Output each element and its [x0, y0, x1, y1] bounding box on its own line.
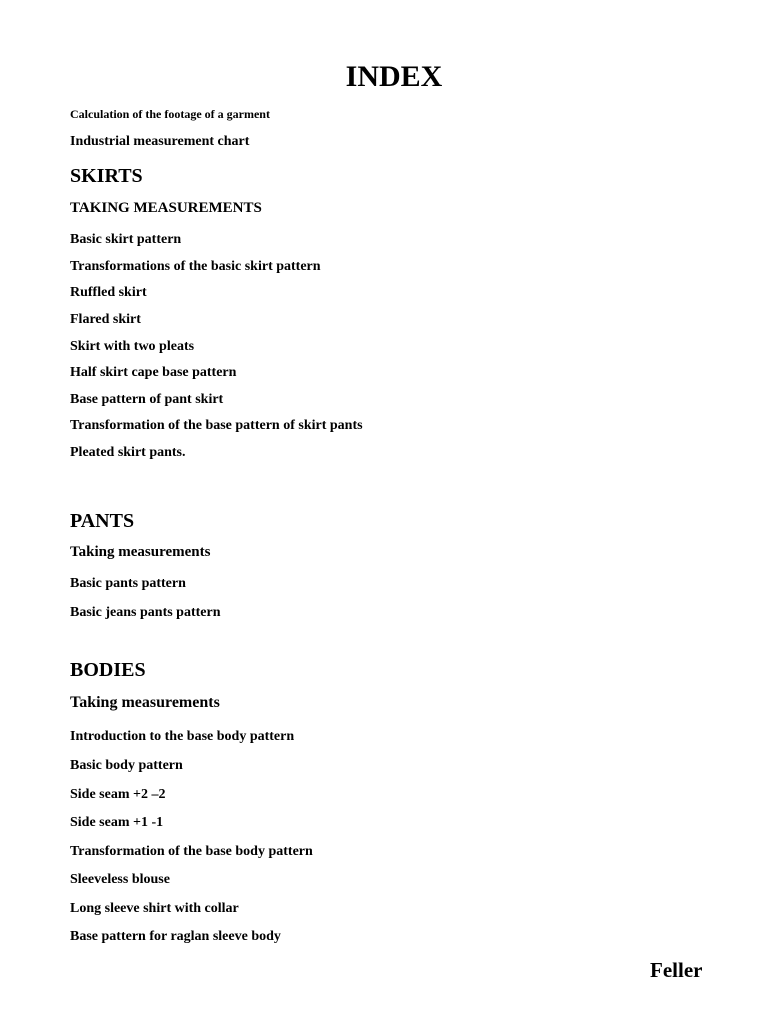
index-entry-body: Sleeveless blouse: [70, 872, 170, 887]
section-heading-bodies: BODIES: [70, 659, 146, 681]
section-heading-skirts: SKIRTS: [70, 165, 143, 187]
index-entry-pants: Basic jeans pants pattern: [70, 605, 221, 620]
index-entry-skirt: Basic skirt pattern: [70, 232, 182, 247]
index-entry-skirt: Ruffled skirt: [70, 285, 147, 300]
index-entry-footage: Calculation of the footage of a garment: [70, 107, 270, 121]
index-entry-skirt: Flared skirt: [70, 312, 141, 327]
index-entry-body: Introduction to the base body pattern: [70, 729, 295, 744]
index-entry-body: Base pattern for raglan sleeve body: [70, 929, 281, 944]
index-entry-body: Basic body pattern: [70, 758, 183, 773]
index-entry-skirt: Pleated skirt pants.: [70, 445, 186, 460]
index-entry-skirt: Transformation of the base pattern of skirt pants: [70, 418, 363, 433]
index-entry-measurement-chart: Industrial measurement chart: [70, 134, 250, 149]
footer-author: Feller: [650, 958, 703, 982]
page-title: INDEX: [345, 60, 443, 93]
subheading-pants-measurements: Taking measurements: [70, 544, 211, 560]
index-entry-body: Side seam +1 -1: [70, 815, 164, 830]
index-entry-body: Long sleeve shirt with collar: [70, 901, 239, 916]
subheading-bodies-measurements: Taking measurements: [70, 694, 220, 711]
index-entry-skirt: Skirt with two pleats: [70, 339, 195, 354]
index-entry-skirt: Base pattern of pant skirt: [70, 392, 224, 407]
section-heading-pants: PANTS: [70, 510, 135, 532]
subheading-skirts-measurements: TAKING MEASUREMENTS: [70, 200, 262, 216]
index-entry-body: Transformation of the base body pattern: [70, 844, 313, 859]
index-entry-body: Side seam +2 –2: [70, 787, 166, 802]
index-entry-skirt: Transformations of the basic skirt pattern: [70, 259, 321, 274]
index-entry-skirt: Half skirt cape base pattern: [70, 365, 237, 380]
index-entry-pants: Basic pants pattern: [70, 576, 186, 591]
